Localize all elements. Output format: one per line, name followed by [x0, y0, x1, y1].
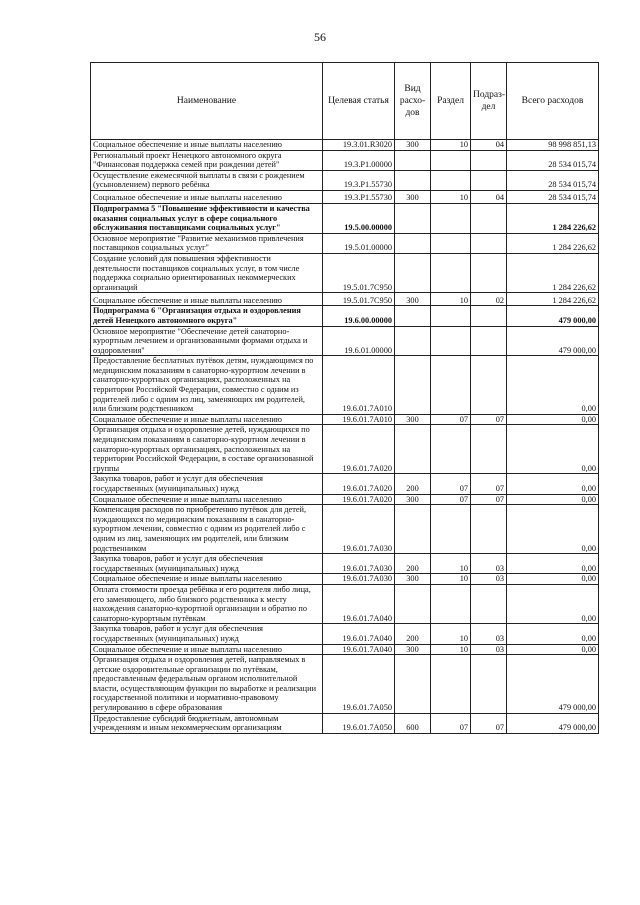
cell-target: 19.6.01.7А040: [323, 644, 395, 655]
table-row: [91, 644, 599, 655]
table-row: [91, 356, 599, 415]
table-row: [91, 624, 599, 644]
cell-total: 0,00: [507, 644, 599, 655]
cell-kind: 300: [395, 293, 431, 306]
cell-target: 19.6.01.7А030: [323, 574, 395, 585]
cell-subsection: [471, 170, 507, 190]
cell-target: 19.6.01.7А020: [323, 494, 395, 505]
cell-subsection: 03: [471, 554, 507, 574]
cell-kind: [395, 253, 431, 292]
cell-kind: [395, 584, 431, 623]
cell-kind: [395, 356, 431, 415]
cell-target: 19.6.01.7А050: [323, 713, 395, 733]
cell-name: Региональный проект Ненецкого автономного округа "Финансовая поддержка семей при рождении детей": [91, 150, 323, 170]
cell-target: 19.3.01.R3020: [323, 140, 395, 151]
cell-kind: 300: [395, 414, 431, 425]
cell-section: [431, 170, 471, 190]
cell-section: [431, 655, 471, 714]
cell-kind: 600: [395, 713, 431, 733]
cell-target: 19.3.P1.00000: [323, 150, 395, 170]
cell-kind: 200: [395, 474, 431, 494]
table-row: [91, 505, 599, 554]
cell-name: Социальное обеспечение и иные выплаты населению: [91, 293, 323, 306]
cell-kind: [395, 203, 431, 233]
cell-target: 19.6.01.7А010: [323, 414, 395, 425]
cell-subsection: 03: [471, 574, 507, 585]
cell-section: [431, 233, 471, 253]
cell-name: Социальное обеспечение и иные выплаты населению: [91, 190, 323, 203]
cell-name: Предоставление бесплатных путёвок детям, нуждающимся по медицинским показаниям в санаторно-курортном лечении в санаторно-курортных организациях, расположенных на территории Российской Федерации, совместно с одним из родителей либо с одним из лиц, заменяющих им родителей, или близким родственником: [91, 356, 323, 415]
table-body: [91, 140, 599, 734]
cell-section: 10: [431, 554, 471, 574]
table-row: [91, 655, 599, 714]
cell-subsection: [471, 505, 507, 554]
header-kind: Вид расхо-дов: [395, 63, 431, 140]
cell-name: Предоставление субсидий бюджетным, автономным учреждениям и иным некоммерческим организациям: [91, 713, 323, 733]
cell-subsection: 02: [471, 293, 507, 306]
cell-target: 19.6.01.00000: [323, 326, 395, 356]
cell-total: 28 534 015,74: [507, 170, 599, 190]
cell-name: Социальное обеспечение и иные выплаты населению: [91, 574, 323, 585]
cell-name: Социальное обеспечение и иные выплаты населению: [91, 414, 323, 425]
cell-name: Социальное обеспечение и иные выплаты населению: [91, 644, 323, 655]
cell-name: Организация отдыха и оздоровления детей, направляемых в детские оздоровительные организации по путёвкам, предоставленным федеральным органом исполнительной власти, осуществляющим функции по выработке и реализации государственной политики и нормативно-правовому регулированию в сфере образования: [91, 655, 323, 714]
cell-subsection: 07: [471, 474, 507, 494]
table-row: [91, 306, 599, 326]
cell-total: 0,00: [507, 574, 599, 585]
cell-name: Закупка товаров, работ и услуг для обеспечения государственных (муниципальных) нужд: [91, 474, 323, 494]
cell-subsection: [471, 306, 507, 326]
cell-subsection: [471, 425, 507, 474]
cell-target: 19.6.01.7А020: [323, 425, 395, 474]
cell-name: Социальное обеспечение и иные выплаты населению: [91, 494, 323, 505]
cell-total: 0,00: [507, 584, 599, 623]
cell-kind: 300: [395, 140, 431, 151]
cell-total: 0,00: [507, 505, 599, 554]
table-row: [91, 584, 599, 623]
cell-target: 19.5.00.00000: [323, 203, 395, 233]
cell-name: Оплата стоимости проезда ребёнка и его родителя либо лица, его заменяющего, либо близкого родственника к месту нахождения санаторно-курортной организации и обратно по санаторно-курортным путёвкам: [91, 584, 323, 623]
table-row: [91, 150, 599, 170]
cell-kind: [395, 505, 431, 554]
cell-subsection: [471, 326, 507, 356]
cell-target: 19.6.01.7А020: [323, 474, 395, 494]
cell-section: [431, 584, 471, 623]
cell-total: 479 000,00: [507, 713, 599, 733]
cell-section: 10: [431, 190, 471, 203]
cell-target: 19.6.01.7А050: [323, 655, 395, 714]
cell-target: 19.6.01.7А030: [323, 554, 395, 574]
cell-target: 19.5.01.7С950: [323, 253, 395, 292]
cell-kind: [395, 425, 431, 474]
cell-subsection: 07: [471, 713, 507, 733]
header-subsection: Подраз-дел: [471, 63, 507, 140]
cell-total: 98 998 851,13: [507, 140, 599, 151]
table-row: [91, 170, 599, 190]
cell-section: 07: [431, 494, 471, 505]
cell-name: Основное мероприятие "Обеспечение детей санаторно-курортным лечением и организованными формами отдыха и оздоровления": [91, 326, 323, 356]
cell-section: 10: [431, 293, 471, 306]
cell-target: 19.3.P1.55730: [323, 170, 395, 190]
cell-section: [431, 425, 471, 474]
cell-total: 0,00: [507, 494, 599, 505]
cell-total: 0,00: [507, 474, 599, 494]
header-total: Всего расходов: [507, 63, 599, 140]
cell-target: 19.3.P1.55730: [323, 190, 395, 203]
cell-total: 1 284 226,62: [507, 293, 599, 306]
cell-subsection: [471, 356, 507, 415]
cell-total: 0,00: [507, 624, 599, 644]
cell-target: 19.6.01.7А040: [323, 584, 395, 623]
header-name: Наименование: [91, 63, 323, 140]
page-number: 56: [314, 30, 326, 44]
cell-target: 19.6.01.7А030: [323, 505, 395, 554]
cell-kind: 300: [395, 644, 431, 655]
cell-kind: [395, 170, 431, 190]
table-row: [91, 293, 599, 306]
table-header-row: [91, 63, 599, 140]
cell-section: [431, 253, 471, 292]
cell-kind: 300: [395, 190, 431, 203]
cell-name: Социальное обеспечение и иные выплаты населению: [91, 140, 323, 151]
table-row: [91, 140, 599, 151]
cell-subsection: [471, 584, 507, 623]
cell-total: 0,00: [507, 554, 599, 574]
cell-section: 10: [431, 644, 471, 655]
cell-name: Закупка товаров, работ и услуг для обеспечения государственных (муниципальных) нужд: [91, 624, 323, 644]
cell-name: Осуществление ежемесячной выплаты в связи с рождением (усыновлением) первого ребёнка: [91, 170, 323, 190]
cell-section: 10: [431, 574, 471, 585]
cell-total: 0,00: [507, 425, 599, 474]
cell-name: Основное мероприятие "Развитие механизмов привлечения поставщиков социальных услуг": [91, 233, 323, 253]
cell-name: Создание условий для повышения эффективности деятельности поставщиков социальных услуг, в том числе поддержка социально ориентированных некоммерческих организаций: [91, 253, 323, 292]
cell-subsection: 04: [471, 140, 507, 151]
cell-total: 28 534 015,74: [507, 190, 599, 203]
cell-section: 10: [431, 624, 471, 644]
table-row: [91, 414, 599, 425]
cell-kind: [395, 233, 431, 253]
cell-subsection: [471, 150, 507, 170]
table-row: [91, 253, 599, 292]
cell-name: Подпрограмма 6 "Организация отдыха и оздоровления детей Ненецкого автономного округа": [91, 306, 323, 326]
table-row: [91, 203, 599, 233]
table-row: [91, 713, 599, 733]
cell-kind: 200: [395, 624, 431, 644]
cell-section: [431, 505, 471, 554]
header-target: Целевая статья: [323, 63, 395, 140]
cell-subsection: [471, 233, 507, 253]
cell-section: [431, 306, 471, 326]
table-row: [91, 326, 599, 356]
table-row: [91, 494, 599, 505]
cell-kind: [395, 306, 431, 326]
cell-section: [431, 150, 471, 170]
table-row: [91, 190, 599, 203]
table-row: [91, 425, 599, 474]
cell-subsection: [471, 253, 507, 292]
cell-subsection: 03: [471, 624, 507, 644]
cell-section: 10: [431, 140, 471, 151]
cell-total: 479 000,00: [507, 655, 599, 714]
cell-total: 1 284 226,62: [507, 253, 599, 292]
cell-section: [431, 203, 471, 233]
cell-kind: 300: [395, 494, 431, 505]
cell-total: 0,00: [507, 414, 599, 425]
cell-section: 07: [431, 414, 471, 425]
cell-total: 1 284 226,62: [507, 233, 599, 253]
cell-total: 1 284 226,62: [507, 203, 599, 233]
cell-target: 19.5.01.7С950: [323, 293, 395, 306]
cell-name: Компенсация расходов по приобретению путёвок для детей, нуждающихся по медицинским показаниям в санаторно-курортном лечении, совместно с одним из родителей либо с одним из лиц, заменяющих им родителей, или близким родственником: [91, 505, 323, 554]
cell-total: 0,00: [507, 356, 599, 415]
cell-kind: [395, 326, 431, 356]
cell-name: Закупка товаров, работ и услуг для обеспечения государственных (муниципальных) нужд: [91, 554, 323, 574]
cell-subsection: 07: [471, 414, 507, 425]
cell-total: 479 000,00: [507, 306, 599, 326]
cell-name: Организация отдыха и оздоровление детей, нуждающихся по медицинским показаниям в санаторно-курортном лечении в санаторно-курортных организациях, расположенных на территории Российской Федерации, в составе организованной группы: [91, 425, 323, 474]
cell-subsection: [471, 203, 507, 233]
cell-target: 19.6.01.7А040: [323, 624, 395, 644]
budget-table: [90, 62, 599, 734]
cell-subsection: 04: [471, 190, 507, 203]
table-row: [91, 233, 599, 253]
cell-section: 07: [431, 474, 471, 494]
cell-section: [431, 356, 471, 415]
cell-target: 19.5.01.00000: [323, 233, 395, 253]
cell-subsection: 03: [471, 644, 507, 655]
cell-subsection: 07: [471, 494, 507, 505]
table-row: [91, 554, 599, 574]
cell-total: 479 000,00: [507, 326, 599, 356]
cell-total: 28 534 015,74: [507, 150, 599, 170]
header-section: Раздел: [431, 63, 471, 140]
cell-name: Подпрограмма 5 "Повышение эффективности и качества оказания социальных услуг в сфере социального обслуживания поставщиками социальных услуг": [91, 203, 323, 233]
cell-kind: 200: [395, 554, 431, 574]
table-row: [91, 474, 599, 494]
table-row: [91, 574, 599, 585]
cell-kind: 300: [395, 574, 431, 585]
cell-section: [431, 326, 471, 356]
cell-kind: [395, 655, 431, 714]
cell-target: 19.6.01.7А010: [323, 356, 395, 415]
cell-target: 19.6.00.00000: [323, 306, 395, 326]
cell-section: 07: [431, 713, 471, 733]
cell-kind: [395, 150, 431, 170]
cell-subsection: [471, 655, 507, 714]
